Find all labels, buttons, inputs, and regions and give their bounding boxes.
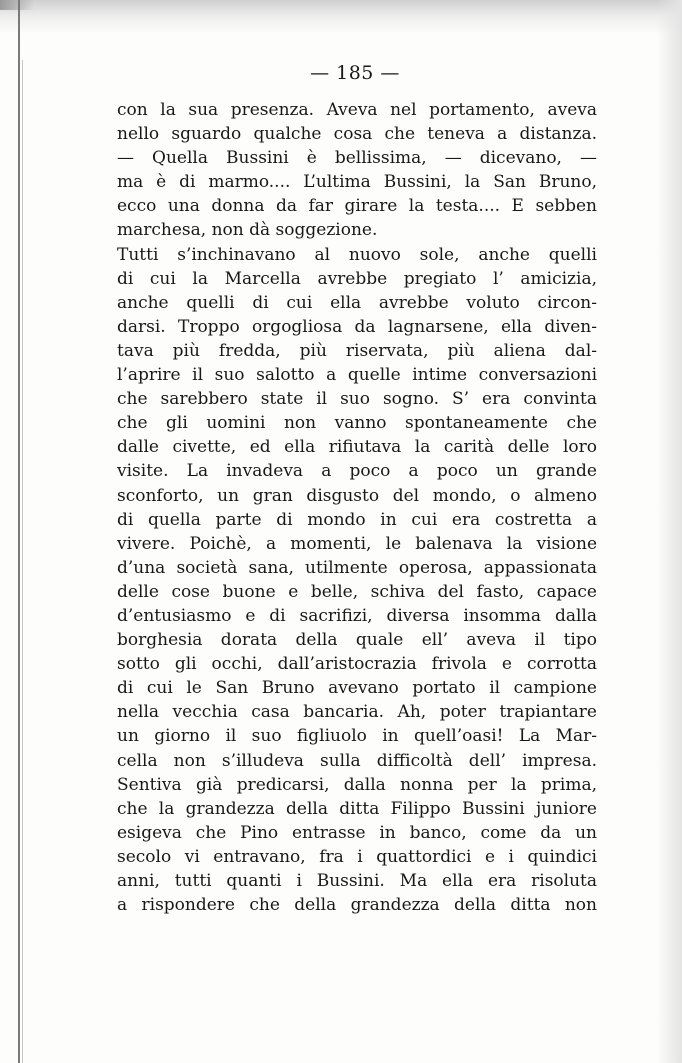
text-line: vivere. Poichè, a momenti, le balenava la visione bbox=[117, 533, 597, 554]
text-line: tava più fredda, più riservata, più aliena dal- bbox=[117, 340, 597, 361]
text-line: che la grandezza della ditta Filippo Bussini juniore bbox=[117, 798, 597, 819]
text-line: a rispondere che della grandezza della ditta non bbox=[117, 895, 597, 916]
text-line: cella non s’illudeva sulla difficoltà dell’ impresa. bbox=[117, 750, 597, 771]
text-line: dalle civette, ed ella rifiutava la carità delle loro bbox=[117, 437, 597, 458]
text-line: d’entusiasmo e di sacrifizi, diversa insomma dalla bbox=[117, 605, 597, 626]
text-line: che sarebbero state il suo sogno. S’ era convinta bbox=[117, 389, 597, 410]
text-line: di cui la Marcella avrebbe pregiato l’ amicizia, bbox=[117, 268, 597, 289]
text-line: che gli uomini non vanno spontaneamente che bbox=[117, 413, 597, 434]
body-text bbox=[117, 98, 597, 917]
text-line: l’aprire il suo salotto a quelle intime conversazioni bbox=[117, 365, 597, 386]
text-line: ecco una donna da far girare la testa.... E sebben bbox=[117, 196, 597, 217]
text-line: nella vecchia casa bancaria. Ah, poter trapiantare bbox=[117, 702, 597, 723]
text-line: — Quella Bussini è bellissima, — dicevano, — bbox=[117, 148, 597, 169]
text-line: delle cose buone e belle, schiva del fasto, capace bbox=[117, 581, 597, 602]
text-line: anche quelli di cui ella avrebbe voluto circon- bbox=[117, 292, 597, 313]
text-line: secolo vi entravano, fra i quattordici e i quindici bbox=[117, 846, 597, 867]
text-line: sotto gli occhi, dall’aristocrazia frivola e corrotta bbox=[117, 654, 597, 675]
page-top-shadow bbox=[0, 0, 682, 34]
text-line: Tutti s’inchinavano al nuovo sole, anche quelli bbox=[117, 244, 597, 265]
text-line: anni, tutti quanti i Bussini. Ma ella era risoluta bbox=[117, 871, 597, 891]
text-line: di quella parte di mondo in cui era costretta a bbox=[117, 509, 597, 530]
corner-mark bbox=[0, 0, 34, 10]
text-line: un giorno il suo figliuolo in quell’oasi! La Mar- bbox=[117, 726, 597, 747]
text-line: con la sua presenza. Aveva nel portamento, aveva bbox=[117, 100, 597, 120]
text-line: nello sguardo qualche cosa che teneva a distanza. bbox=[117, 124, 597, 145]
text-line: esigeva che Pino entrasse in banco, come da un bbox=[117, 822, 597, 843]
text-line: d’una società sana, utilmente operosa, appassionata bbox=[117, 557, 597, 578]
binding-edge bbox=[18, 0, 20, 1063]
text-line: Sentiva già predicarsi, dalla nonna per la prima, bbox=[117, 774, 597, 795]
page-right-shadow bbox=[656, 0, 682, 1063]
text-line: borghesia dorata della quale ell’ aveva il tipo bbox=[117, 630, 597, 651]
binding-edge-inner bbox=[22, 60, 23, 1063]
text-line: sconforto, un gran disgusto del mondo, o almeno bbox=[117, 485, 597, 506]
text-line: di cui le San Bruno avevano portato il campione bbox=[117, 678, 597, 699]
text-line: darsi. Troppo orgogliosa da lagnarsene, ella diven- bbox=[117, 316, 597, 337]
text-line: visite. La invadeva a poco a poco un grande bbox=[117, 461, 597, 482]
text-line: marchesa, non dà soggezione. bbox=[117, 220, 378, 241]
text-line: ma è di marmo.... L’ultima Bussini, la San Bruno, bbox=[117, 172, 597, 193]
page-number: — 185 — bbox=[310, 62, 400, 84]
